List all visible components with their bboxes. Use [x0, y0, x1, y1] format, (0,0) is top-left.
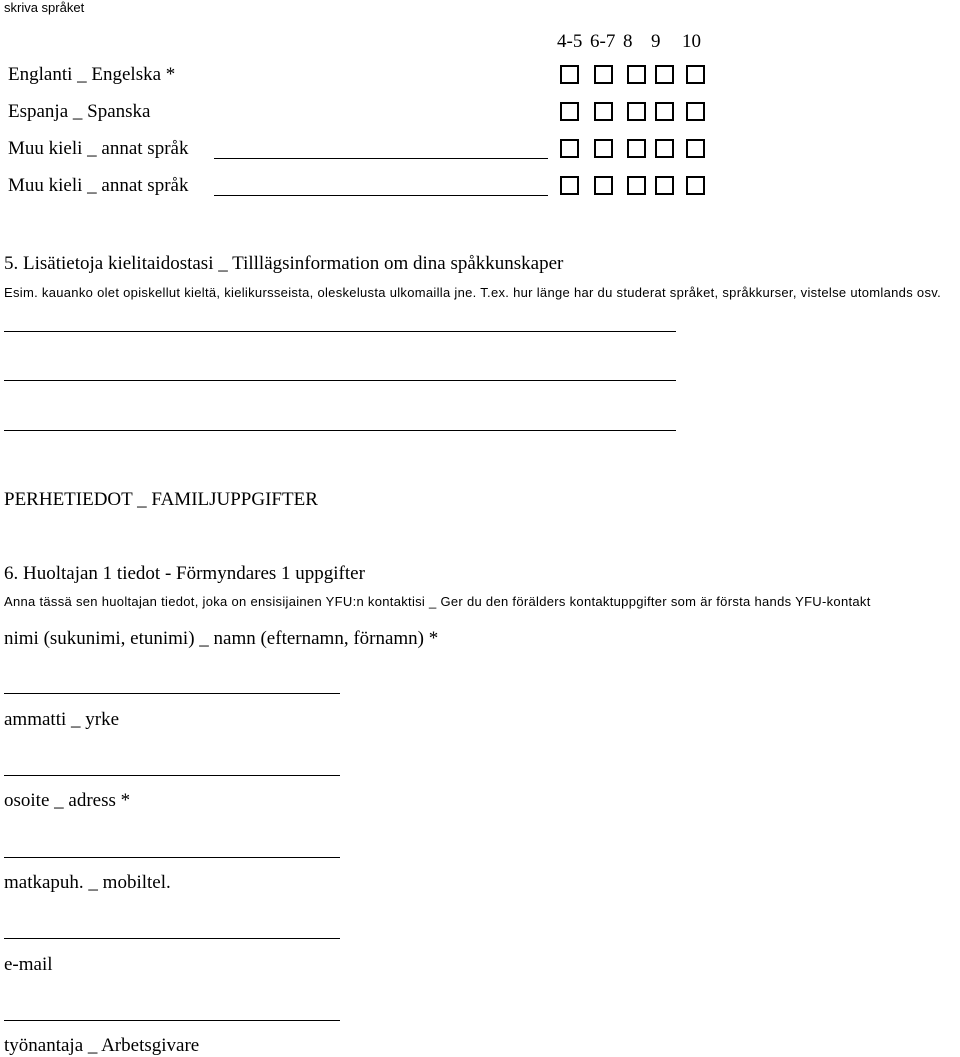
language-label: Espanja _ Spanska: [8, 101, 151, 122]
rating-checkbox-8[interactable]: [627, 176, 646, 195]
scale-header-9: 9: [651, 31, 661, 52]
guardian-name-input[interactable]: [4, 693, 340, 694]
section-6-title: 6. Huoltajan 1 tiedot - Förmyndares 1 uppgifter: [4, 563, 365, 584]
rating-checkbox-10[interactable]: [686, 65, 705, 84]
rating-checkbox-4-5[interactable]: [560, 139, 579, 158]
guardian-mobile-label: matkapuh. _ mobiltel.: [4, 872, 171, 893]
rating-checkbox-9[interactable]: [655, 65, 674, 84]
other-language-input-line[interactable]: [214, 158, 548, 159]
additional-info-input-line[interactable]: [4, 331, 676, 332]
rating-checkbox-8[interactable]: [627, 65, 646, 84]
rating-checkbox-8[interactable]: [627, 102, 646, 121]
rating-checkbox-8[interactable]: [627, 139, 646, 158]
rating-checkbox-10[interactable]: [686, 102, 705, 121]
rating-checkbox-9[interactable]: [655, 176, 674, 195]
guardian-occupation-label: ammatti _ yrke: [4, 709, 120, 730]
guardian-mobile-input[interactable]: [4, 938, 340, 939]
language-label: Muu kieli _ annat språk: [8, 175, 189, 196]
rating-checkbox-6-7[interactable]: [594, 176, 613, 195]
guardian-name-label: nimi (sukunimi, etunimi) _ namn (efternamn, förnamn) *: [4, 628, 439, 649]
rating-checkbox-4-5[interactable]: [560, 102, 579, 121]
guardian-address-input[interactable]: [4, 857, 340, 858]
guardian-occupation-input[interactable]: [4, 775, 340, 776]
guardian-address-label: osoite _ adress *: [4, 790, 131, 811]
rating-checkbox-6-7[interactable]: [594, 102, 613, 121]
rating-checkbox-6-7[interactable]: [594, 139, 613, 158]
rating-checkbox-10[interactable]: [686, 139, 705, 158]
rating-checkbox-4-5[interactable]: [560, 65, 579, 84]
scale-header-8: 8: [623, 31, 633, 52]
additional-info-input-line[interactable]: [4, 380, 676, 381]
rating-checkbox-10[interactable]: [686, 176, 705, 195]
section-6-hint: Anna tässä sen huoltajan tiedot, joka on ensisijainen YFU:n kontaktisi _ Ger du den förälders kontaktuppgifter som är första hands YFU-kontakt: [4, 594, 871, 609]
section-5-hint: Esim. kauanko olet opiskellut kieltä, kielikursseista, oleskelusta ulkomailla jne. T.ex. hur länge har du studerat språket, språkkurser, vistelse utomlands osv.: [4, 285, 941, 300]
additional-info-input-line[interactable]: [4, 430, 676, 431]
scale-header-6-7: 6-7: [590, 31, 616, 52]
scale-header-4-5: 4-5: [557, 31, 583, 52]
language-label: Muu kieli _ annat språk: [8, 138, 189, 159]
family-heading: PERHETIEDOT _ FAMILJUPPGIFTER: [4, 489, 318, 510]
rating-checkbox-9[interactable]: [655, 102, 674, 121]
rating-checkbox-6-7[interactable]: [594, 65, 613, 84]
top-label: skriva språket: [4, 0, 85, 15]
rating-checkbox-9[interactable]: [655, 139, 674, 158]
guardian-employer-label: työnantaja _ Arbetsgivare: [4, 1035, 200, 1056]
guardian-email-label: e-mail: [4, 954, 53, 975]
language-label: Englanti _ Engelska *: [8, 64, 176, 85]
rating-checkbox-4-5[interactable]: [560, 176, 579, 195]
other-language-input-line[interactable]: [214, 195, 548, 196]
scale-header-10: 10: [682, 31, 701, 52]
guardian-email-input[interactable]: [4, 1020, 340, 1021]
section-5-title: 5. Lisätietoja kielitaidostasi _ Tilllägsinformation om dina spåkkunskaper: [4, 253, 564, 274]
